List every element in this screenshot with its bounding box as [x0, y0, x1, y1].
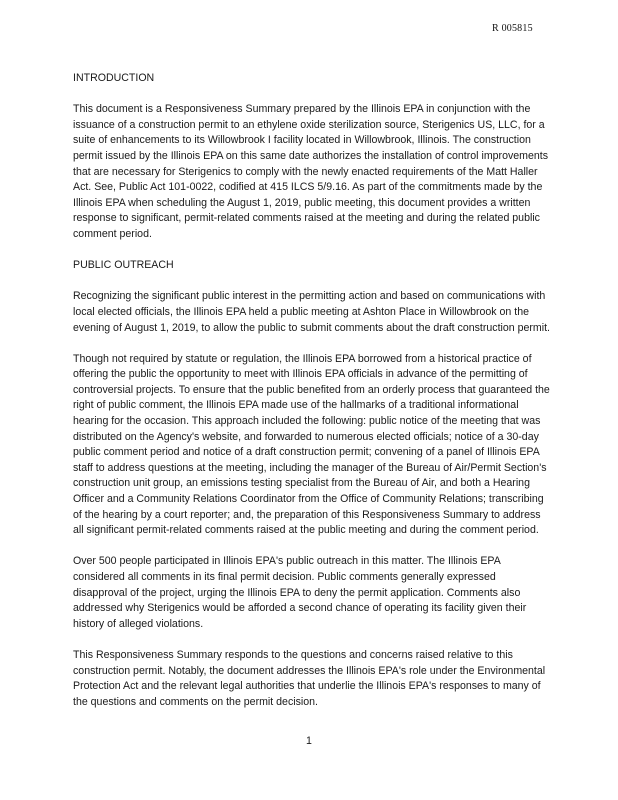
bates-number: R 005815 [492, 23, 533, 34]
section-public-outreach [73, 258, 551, 710]
document-body [73, 71, 551, 726]
paragraph: This Responsiveness Summary responds to the questions and concerns raised relative to this construction permit. Notably, the document addresses the Illinois EPA's role under the Environmental Protection Act and the relevant legal authorities that underlie the Illinois EPA's responses to many of the questions and comments on the permit decision. [73, 648, 546, 708]
section-introduction [73, 71, 551, 243]
paragraph: Though not required by statute or regulation, the Illinois EPA borrowed from a historical practice of offering the public the opportunity to meet with Illinois EPA officials in advance of the permitting of controversial projects. To ensure that the public benefited from an orderly process that guaranteed the right of public comment, the Illinois EPA made use of the hallmarks of a traditional informational hearing for the occasion. This approach included the following: public notice of the meeting that was distributed on the Agency's website, and forwarded to numerous elected officials; notice of a 30-day public comment period and notice of a draft construction permit; convening of a panel of Illinois EPA staff to address questions at the meeting, including the manager of the Bureau of Air/Permit Section's construction unit group, an emissions testing specialist from the Bureau of Air, and both a Hearing Officer and a Community Relations Coordinator from the Office of Community Relations; transcribing of the hearing by a court reporter; and, the preparation of this Responsiveness Summary to address all significant permit-related comments raised at the public meeting and during the comment period. [73, 352, 550, 537]
paragraph: Recognizing the significant public interest in the permitting action and based on communications with local elected officials, the Illinois EPA held a public meeting at Ashton Place in Willowbrook on the evening of August 1, 2019, to allow the public to submit comments about the draft construction permit. [73, 290, 550, 334]
paragraph: Over 500 people participated in Illinois EPA's public outreach in this matter. The Illinois EPA considered all comments in its final permit decision. Public comments generally expressed disapproval of the project, urging the Illinois EPA to deny the permit application. Comments also addressed why Sterigenics would be afforded a second chance of operating its facility given their history of alleged violations. [73, 555, 527, 630]
page-number: 1 [306, 735, 312, 747]
paragraph: This document is a Responsiveness Summary prepared by the Illinois EPA in conjunction with the issuance of a construction permit to an ethylene oxide sterilization source, Sterigenics US, LLC, for a suite of enhancements to its Willowbrook I facility located in Willowbrook, Illinois. The construction permit issued by the Illinois EPA on this same date authorizes the installation of control improvements that are necessary for Sterigenics to comply with the newly enacted requirements of the Matt Haller Act. See, Public Act 101-0022, codified at 415 ILCS 5/9.16. As part of the commitments made by the Illinois EPA when scheduling the August 1, 2019, public meeting, this document provides a written response to significant, permit-related comments raised at the meeting and during the related public comment period. [73, 103, 548, 240]
section-heading: PUBLIC OUTREACH [73, 259, 174, 272]
section-heading: INTRODUCTION [73, 72, 155, 84]
